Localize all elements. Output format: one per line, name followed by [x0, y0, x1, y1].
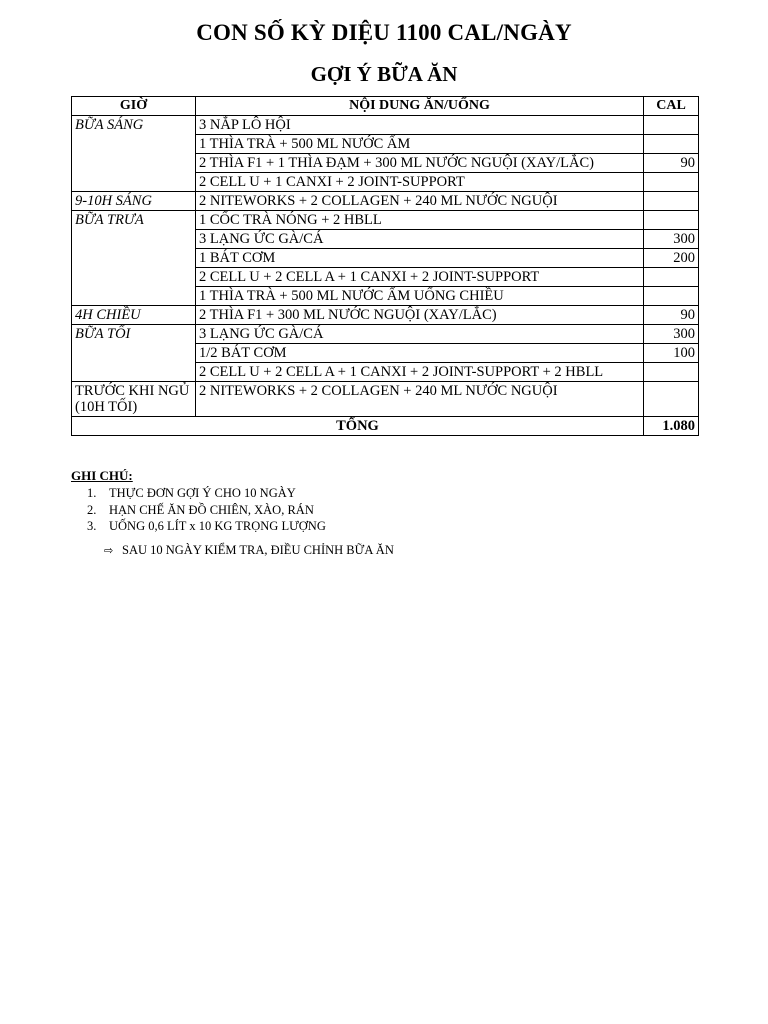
cal-cell	[644, 287, 699, 306]
page-subtitle: GỢI Ý BỮA ĂN	[310, 62, 458, 86]
meal-time-cell: BỮA SÁNG	[72, 116, 196, 192]
content-cell: 2 THÌA F1 + 300 ML NƯỚC NGUỘI (XAY/LẮC)	[196, 306, 644, 325]
table-header-row	[72, 97, 699, 116]
table-row	[72, 211, 699, 230]
cal-cell	[644, 192, 699, 211]
note-followup-text: SAU 10 NGÀY KIỂM TRA, ĐIỀU CHỈNH BỮA ĂN	[122, 543, 394, 557]
content-cell: 2 CELL U + 1 CANXI + 2 JOINT-SUPPORT	[196, 173, 644, 192]
content-cell: 1 THÌA TRÀ + 500 ML NƯỚC ẤM UỐNG CHIỀU	[196, 287, 644, 306]
cal-cell: 90	[644, 306, 699, 325]
notes-title: GHI CHÚ:	[71, 468, 133, 483]
content-cell: 1 CỐC TRÀ NÓNG + 2 HBLL	[196, 211, 644, 230]
content-cell: 3 LẠNG ỨC GÀ/CÁ	[196, 325, 644, 344]
table-row	[72, 192, 699, 211]
list-item: 3. UỐNG 0,6 LÍT x 10 KG TRỌNG LƯỢNG	[87, 519, 326, 533]
meal-time-cell: TRƯỚC KHI NGỦ (10H TỐI)	[72, 382, 196, 417]
list-item: 1. THỰC ĐƠN GỢI Ý CHO 10 NGÀY	[87, 486, 296, 500]
cal-cell: 300	[644, 325, 699, 344]
cal-cell	[644, 116, 699, 135]
cal-cell	[644, 135, 699, 154]
content-cell: 1/2 BÁT CƠM	[196, 344, 644, 363]
cal-cell: 90	[644, 154, 699, 173]
cal-cell: 100	[644, 344, 699, 363]
cal-cell	[644, 268, 699, 287]
content-cell: 3 NẮP LÔ HỘI	[196, 116, 644, 135]
page-title: CON SỐ KỲ DIỆU 1100 CAL/NGÀY	[196, 20, 572, 45]
meal-time-cell: 9-10H SÁNG	[72, 192, 196, 211]
total-cal: 1.080	[644, 417, 699, 436]
table-row	[72, 382, 699, 417]
arrow-right-icon: ⇨	[104, 544, 114, 557]
list-item: 2. HẠN CHẾ ĂN ĐỒ CHIÊN, XÀO, RÁN	[87, 502, 314, 517]
cal-cell: 300	[644, 230, 699, 249]
content-cell: 2 NITEWORKS + 2 COLLAGEN + 240 ML NƯỚC NGUỘI	[196, 382, 644, 417]
content-cell: 2 THÌA F1 + 1 THÌA ĐẠM + 300 ML NƯỚC NGUỘI (XAY/LẮC)	[196, 154, 644, 173]
cal-cell	[644, 211, 699, 230]
meal-time-cell: BỮA TRƯA	[72, 211, 196, 306]
meal-time-cell: 4H CHIỀU	[72, 306, 196, 325]
table-row	[72, 306, 699, 325]
cal-cell	[644, 363, 699, 382]
content-cell: 2 CELL U + 2 CELL A + 1 CANXI + 2 JOINT-SUPPORT + 2 HBLL	[196, 363, 644, 382]
meal-time-cell: BỮA TỐI	[72, 325, 196, 382]
note-text: UỐNG 0,6 LÍT x 10 KG TRỌNG LƯỢNG	[109, 519, 326, 533]
note-text: THỰC ĐƠN GỢI Ý CHO 10 NGÀY	[109, 486, 296, 500]
notes-list	[71, 485, 326, 535]
note-followup	[104, 543, 394, 558]
content-cell: 1 BÁT CƠM	[196, 249, 644, 268]
total-label: TỔNG	[72, 417, 644, 436]
header-time: GIỜ	[72, 97, 196, 116]
cal-cell	[644, 382, 699, 417]
content-cell: 3 LẠNG ỨC GÀ/CÁ	[196, 230, 644, 249]
meal-plan-table	[71, 96, 699, 436]
cal-cell	[644, 173, 699, 192]
table-row	[72, 325, 699, 344]
header-cal: CAL	[644, 97, 699, 116]
total-row	[72, 417, 699, 436]
content-cell: 2 NITEWORKS + 2 COLLAGEN + 240 ML NƯỚC NGUỘI	[196, 192, 644, 211]
content-cell: 2 CELL U + 2 CELL A + 1 CANXI + 2 JOINT-SUPPORT	[196, 268, 644, 287]
table-row	[72, 116, 699, 135]
cal-cell: 200	[644, 249, 699, 268]
content-cell: 1 THÌA TRÀ + 500 ML NƯỚC ẤM	[196, 135, 644, 154]
note-text: HẠN CHẾ ĂN ĐỒ CHIÊN, XÀO, RÁN	[109, 502, 314, 517]
header-content: NỘI DUNG ĂN/UỐNG	[196, 97, 644, 116]
